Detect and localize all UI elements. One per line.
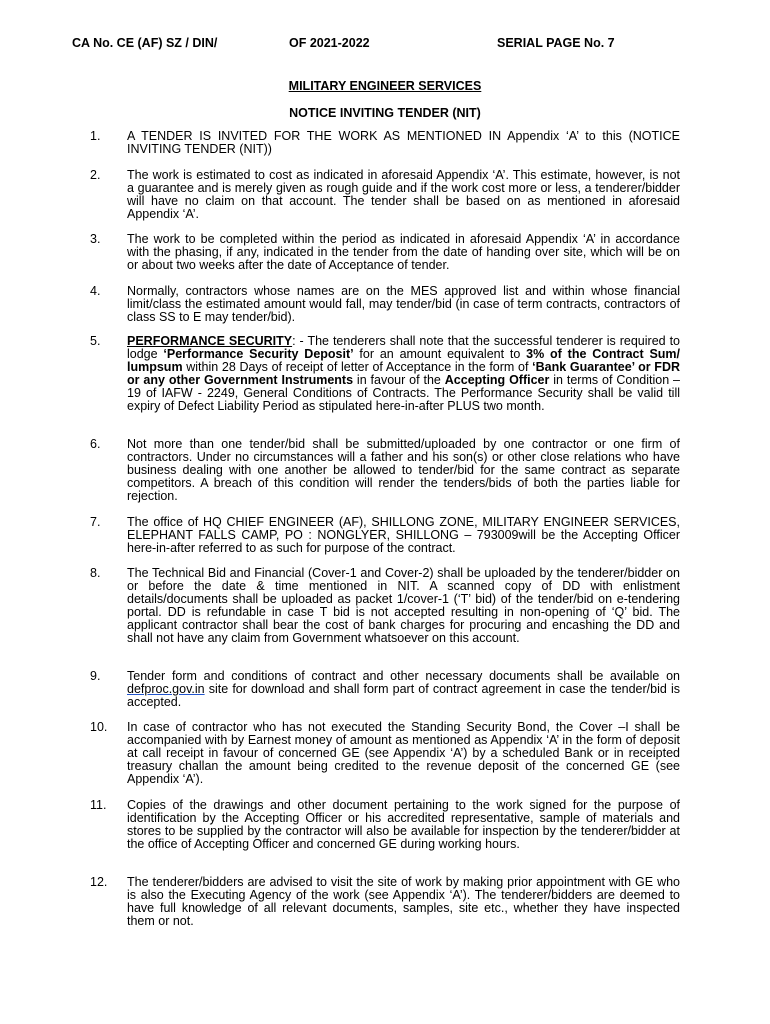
clause-text-bold: 3% of the Contract Sum/ lumpsum	[127, 347, 681, 374]
serial-page-number: SERIAL PAGE No. 7	[497, 36, 615, 50]
clause-text: The work to be completed within the period as indicated in aforesaid Appendix ‘A’ in accordance with the phasing, if any, indicated in the tender from the date of handing over site, which will be on or about two weeks after the date of Acceptance of tender.	[127, 232, 680, 272]
clause-text: The Technical Bid and Financial (Cover-1 and Cover-2) shall be uploaded by the tenderer/bidder on or before the date & time mentioned in NIT. A scanned copy of DD with enlistment details/documents shall be uploaded as packet 1/cover-1 (‘T’ bid) of the tender/bid on e-tendering portal. DD is refundable in case T bid is not accepted resulting in non-opening of ‘Q’ bid. The applicant contractor shall bear the cost of bank charges for procuring and encashing the DD and shall not have any claim from Government whatsoever on this account.	[127, 566, 680, 645]
clause-text: The work is estimated to cost as indicated in aforesaid Appendix ‘A’. This estimate, however, is not a guarantee and is merely given as rough guide and if the work cost more or less, a tenderer/bidder will have no claim on that account. The tender shall be based on as mentioned in aforesaid Appendix ‘A’.	[127, 168, 680, 221]
clause-number: 9.	[90, 669, 101, 683]
clause-text: The office of HQ CHIEF ENGINEER (AF), SHILLONG ZONE, MILITARY ENGINEER SERVICES, ELEPHANT FALLS CAMP, PO : NONGLYER, SHILLONG – 793009will be the Accepting Officer here-in-after referred to as such for purpose of the contract.	[127, 515, 680, 555]
clause-number: 8.	[90, 566, 101, 580]
clause-text-part: in favour of the	[353, 373, 445, 387]
clause-number: 2.	[90, 168, 101, 182]
clause-text-bold: ‘Bank Guarantee’ or FDR or any other Government Instruments	[127, 360, 680, 387]
clause-text: Copies of the drawings and other document pertaining to the work signed for the purpose of identification by the Accepting Officer or his accredited representative, sample of materials and stores to be supplied by the contractor will also be available for inspection by the tenderer/bidder at the office of Accepting Officer and concerned GE during working hours.	[127, 798, 680, 851]
clause-text	[127, 670, 680, 709]
clause-text-part: for an amount equivalent to	[353, 347, 527, 361]
clause-text: In case of contractor who has not executed the Standing Security Bond, the Cover –I shall be accompanied with by Earnest money of amount as mentioned as Appendix ‘A’ in the form of deposit at call receipt in favour of concerned GE (see Appendix ‘A’) by a scheduled Bank or in receipted treasury challan the amount being credited to the revenue deposit of the concerned GE (see Appendix ‘A’).	[127, 720, 680, 786]
clause-number: 7.	[90, 515, 101, 529]
clause-text: A TENDER IS INVITED FOR THE WORK AS MENTIONED IN Appendix ‘A’ to this (NOTICE INVITING TENDER (NIT))	[127, 129, 680, 156]
clause-number: 1.	[90, 129, 101, 143]
clause-text: The tenderer/bidders are advised to visit the site of work by making prior appointment with GE who is also the Executing Agency of the work (see Appendix ‘A’). The tenderer/bidders are deemed to have full knowledge of all relevant documents, samples, site etc., whether they have inspected them or not.	[127, 875, 680, 928]
document-title: MILITARY ENGINEER SERVICES	[288, 79, 482, 93]
clause-text-part: within 28 Days of receipt of letter of Acceptance in the form of	[182, 360, 533, 374]
performance-security-heading: PERFORMANCE SECURITY	[127, 334, 293, 348]
clause-text-part: site for download and shall form part of contract agreement in case the tender/bid is accepted.	[127, 682, 680, 709]
clause-text: Normally, contractors whose names are on the MES approved list and within whose financial limit/class the estimated amount would fall, may tender/bid (in case of term contracts, contractors of class SS to E may tender/bid).	[127, 284, 680, 324]
clause-text	[127, 335, 680, 413]
clause-text: Not more than one tender/bid shall be submitted/uploaded by one contractor or one firm of contractors. Under no circumstances will a father and his son(s) or other close relations who have business dealing with one another be allowed to tender/bid for the same contract as separate competitors. A breach of this condition will render the tenders/bids of both the parties liable for rejection.	[127, 437, 680, 503]
defproc-link[interactable]: defproc.gov.in	[127, 682, 205, 696]
clause-number: 10.	[90, 720, 108, 734]
clause-text-part: Tender form and conditions of contract and other necessary documents shall be available on	[127, 669, 680, 683]
clause-text-part: : - The tenderers shall note that the successful tenderer is required to lodge	[127, 334, 681, 361]
clause-number: 5.	[90, 334, 101, 348]
clause-text-part: in terms of Condition – 19 of IAFW - 2249, General Conditions of Contracts. The Performance Security shall be valid till expiry of Defect Liability Period as stipulated here-in-after PLUS two month.	[127, 373, 680, 413]
clause-number: 11.	[90, 798, 107, 812]
clause-number: 4.	[90, 284, 101, 298]
clause-text-bold: Accepting Officer	[444, 373, 550, 387]
clause-number: 6.	[90, 437, 101, 451]
financial-year: OF 2021-2022	[289, 36, 370, 50]
document-subtitle: NOTICE INVITING TENDER (NIT)	[289, 106, 481, 120]
clause-number: 3.	[90, 232, 101, 246]
clause-number: 12.	[90, 875, 108, 889]
clause-text-bold: ‘Performance Security Deposit’	[163, 347, 354, 361]
ca-number: CA No. CE (AF) SZ / DIN/	[72, 36, 218, 50]
